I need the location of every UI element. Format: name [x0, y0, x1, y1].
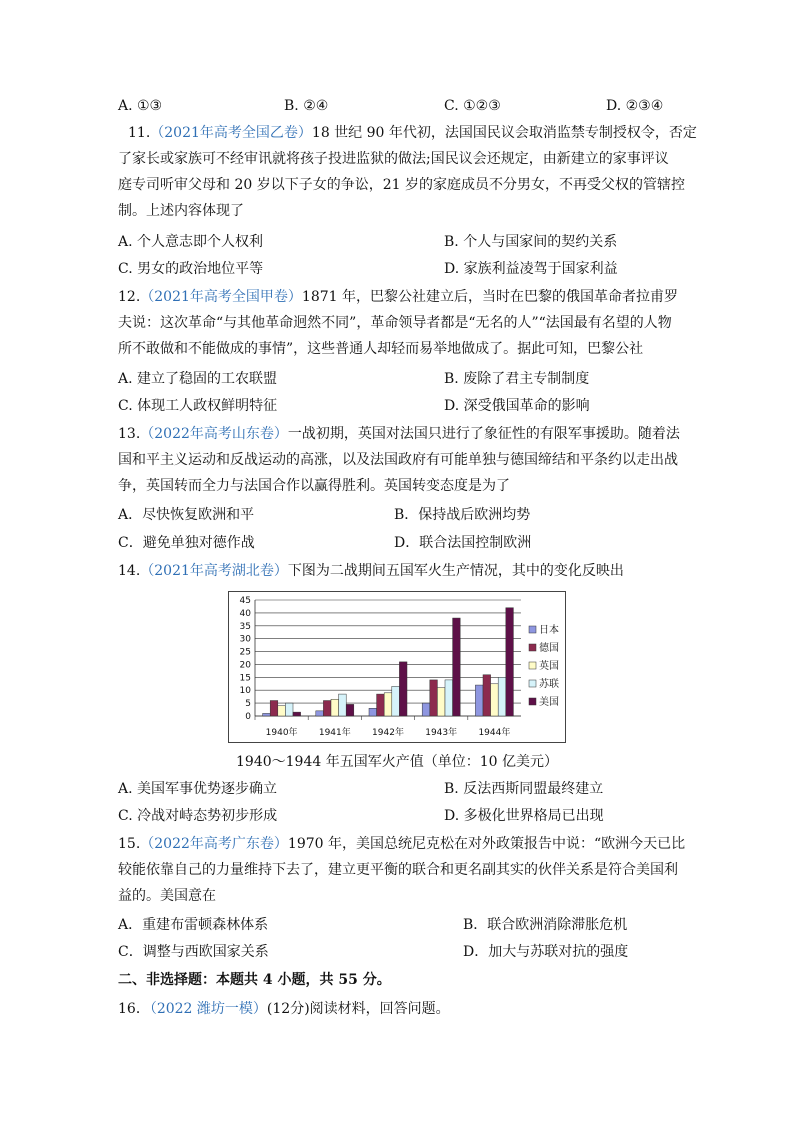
q12-number: 12.	[118, 289, 141, 305]
q11-option-d[interactable]: D. 家族利益凌驾于国家利益	[444, 261, 618, 277]
q14-chart-frame	[228, 591, 566, 743]
q12-stem-line-1	[118, 287, 678, 307]
q13-number: 13.	[118, 426, 141, 442]
q15-stem-line-1	[118, 834, 686, 854]
q14-source: （2021年高考湖北卷）	[140, 563, 288, 579]
legend-label-德国: 德国	[539, 643, 559, 654]
q15-source: （2022年高考广东卷）	[140, 836, 288, 852]
q15-option-b[interactable]: B．联合欧洲消除滞胀危机	[463, 917, 628, 933]
q10-options	[118, 96, 678, 116]
legend-swatch-英国	[529, 662, 536, 669]
q15-text-1: 1970 年，美国总统尼克松在对外政策报告中说：“欧洲今天已比	[287, 836, 686, 852]
x-tick-label: 1940年	[265, 728, 298, 738]
q15-option-c[interactable]: C．调整与西欧国家关系	[118, 944, 269, 960]
q13-options-row-2	[118, 533, 678, 553]
q11-text-1: 18 世纪 90 年代初，法国国民议会取消监禁专制授权令，否定	[311, 125, 697, 141]
q11-options-row-2	[118, 259, 678, 279]
bar-美国	[506, 608, 514, 716]
q12-option-c[interactable]: C. 体现工人政权鲜明特征	[118, 398, 278, 414]
q14-option-b[interactable]: B. 反法西斯同盟最终建立	[444, 781, 604, 797]
q13-stem-line-1	[118, 424, 678, 444]
q12-text-1: 1871 年，巴黎公社建立后，当时在巴黎的俄国革命者拉甫罗	[301, 289, 678, 305]
q13-source: （2022年高考山东卷）	[140, 426, 288, 442]
q11-stem-line-4: 制。上述内容体现了	[118, 203, 244, 219]
bar-日本	[475, 685, 483, 716]
bar-日本	[263, 713, 271, 716]
x-tick-label: 1941年	[318, 728, 351, 738]
bar-德国	[270, 701, 278, 716]
bar-英国	[491, 684, 499, 716]
q14-text-1: 下图为二战期间五国军火生产情况，其中的变化反映出	[287, 563, 624, 579]
bar-美国	[293, 712, 301, 716]
q15-option-a[interactable]: A．重建布雷顿森林体系	[118, 917, 269, 933]
y-tick-label: 30	[239, 634, 251, 645]
q13-option-c[interactable]: C．避免单独对德作战	[118, 535, 255, 551]
y-tick-label: 5	[245, 699, 251, 710]
q13-options-row-1	[118, 505, 678, 525]
q14-stem-line-1	[118, 561, 678, 581]
y-tick-label: 15	[239, 673, 251, 684]
q15-options-row-2	[118, 942, 678, 962]
q11-options-row-1	[118, 232, 678, 252]
legend-swatch-德国	[529, 644, 536, 651]
q13-stem-line-3: 争，英国转而全力与法国合作以赢得胜利。英国转变态度是为了	[118, 478, 510, 494]
legend-label-日本: 日本	[539, 625, 559, 636]
q12-option-a[interactable]: A. 建立了稳固的工农联盟	[118, 371, 278, 387]
q11-stem-line-2: 了家长或家族可不经审讯就将孩子投进监狱的做法;国民议会还规定，由新建立的家事评议	[118, 151, 669, 167]
bar-苏联	[498, 677, 506, 716]
q12-stem-line-3: 所不敢做和不能做成的事情”，这些普通人却轻而易举地做成了。据此可知，巴黎公社	[118, 341, 644, 357]
bar-英国	[437, 688, 445, 716]
q14-options-row-1	[118, 779, 678, 799]
x-tick-label: 1942年	[372, 728, 404, 738]
q11-source: （2021年高考全国乙卷）	[150, 125, 312, 141]
q14-option-c[interactable]: C. 冷战对峙态势初步形成	[118, 808, 278, 824]
bar-美国	[399, 662, 407, 716]
bar-英国	[331, 699, 339, 716]
q11-option-b[interactable]: B. 个人与国家间的契约关系	[444, 234, 618, 250]
q15-option-d[interactable]: D．加大与苏联对抗的强度	[463, 944, 629, 960]
q11-stem-line-3: 庭专司听审父母和 20 岁以下子女的争讼，21 岁的家庭成员不分男女，不再受父权的管辖控	[118, 177, 685, 193]
q13-option-b[interactable]: B．保持战后欧洲均势	[394, 507, 531, 523]
x-tick-label: 1943年	[425, 728, 458, 738]
q16-text: (12分)阅读材料，回答问题。	[266, 1001, 450, 1017]
x-tick-label: 1944年	[478, 728, 511, 738]
bar-美国	[453, 618, 461, 716]
legend-label-美国: 美国	[539, 697, 559, 708]
q15-options-row-1	[118, 915, 678, 935]
q14-option-a[interactable]: A. 美国军事优势逐步确立	[118, 781, 278, 797]
q10-option-b[interactable]: B. ②④	[284, 98, 329, 114]
legend-swatch-苏联	[529, 680, 536, 687]
q10-option-c[interactable]: C. ①②③	[444, 98, 501, 114]
q13-option-a[interactable]: A．尽快恢复欧洲和平	[118, 507, 255, 523]
q14-option-d[interactable]: D. 多极化世界格局已出现	[444, 808, 604, 824]
q12-source: （2021年高考全国甲卷）	[140, 289, 302, 305]
q12-option-b[interactable]: B. 废除了君主专制制度	[444, 371, 590, 387]
q14-chart-caption: 1940～1944 年五国军火产值（单位：10 亿美元）	[236, 754, 558, 770]
legend-swatch-美国	[529, 698, 536, 705]
y-tick-label: 20	[239, 660, 251, 671]
bar-英国	[278, 706, 286, 716]
q13-option-d[interactable]: D．联合法国控制欧洲	[394, 535, 532, 551]
y-tick-label: 45	[239, 596, 251, 606]
legend-label-英国: 英国	[539, 661, 559, 672]
bar-德国	[430, 680, 438, 716]
q13-stem-line-2: 国和平主义运动和反战运动的高涨，以及法国政府有可能单独与德国缔结和平条约以走出战	[118, 452, 678, 468]
bar-英国	[384, 693, 392, 716]
bar-德国	[323, 701, 331, 716]
q11-stem-line-1	[128, 123, 697, 143]
q12-option-d[interactable]: D. 深受俄国革命的影响	[444, 398, 590, 414]
bar-德国	[377, 694, 385, 716]
y-tick-label: 10	[239, 686, 251, 697]
q14-bar-chart	[229, 592, 565, 742]
q14-options-row-2	[118, 806, 678, 826]
q16-stem-line-1	[118, 999, 678, 1019]
q12-options-row-2	[118, 396, 678, 416]
q16-source: （2022 潍坊一模）	[149, 1001, 267, 1017]
section-2-heading: 二、非选择题：本题共 4 小题，共 55 分。	[118, 972, 391, 988]
bar-日本	[316, 711, 324, 716]
bar-苏联	[392, 686, 400, 716]
q10-option-a[interactable]: A. ①③	[118, 98, 163, 114]
bar-德国	[483, 675, 491, 716]
q11-option-c[interactable]: C. 男女的政治地位平等	[118, 261, 264, 277]
q12-stem-line-2: 夫说：这次革命“与其他革命迥然不同”，革命领导者都是“无名的人”“法国最有名望的人物	[118, 315, 672, 331]
bar-苏联	[285, 703, 293, 716]
bar-美国	[346, 704, 354, 716]
q15-stem-line-2: 较能依靠自己的力量维持下去了，建立更平衡的联合和更名副其实的伙伴关系是符合美国利	[118, 862, 678, 878]
q10-option-d[interactable]: D. ②③④	[606, 98, 664, 114]
q16-number: 16．	[118, 1001, 150, 1017]
bar-苏联	[445, 680, 453, 716]
y-tick-label: 35	[239, 621, 251, 632]
q12-options-row-1	[118, 369, 678, 389]
y-tick-label: 25	[239, 647, 251, 658]
legend-label-苏联: 苏联	[539, 679, 559, 690]
q15-number: 15.	[118, 836, 141, 852]
q13-text-1: 一战初期，英国对法国只进行了象征性的有限军事援助。随着法	[287, 426, 680, 442]
q11-option-a[interactable]: A. 个人意志即个人权利	[118, 234, 264, 250]
q11-number: 11.	[128, 125, 151, 141]
q15-stem-line-3: 益的。美国意在	[118, 888, 216, 904]
q14-number: 14.	[118, 563, 141, 579]
bar-日本	[422, 703, 430, 716]
legend-swatch-日本	[529, 626, 536, 633]
bar-日本	[369, 708, 377, 716]
bar-苏联	[339, 694, 347, 716]
y-tick-label: 0	[245, 712, 251, 722]
y-tick-label: 40	[239, 608, 251, 619]
